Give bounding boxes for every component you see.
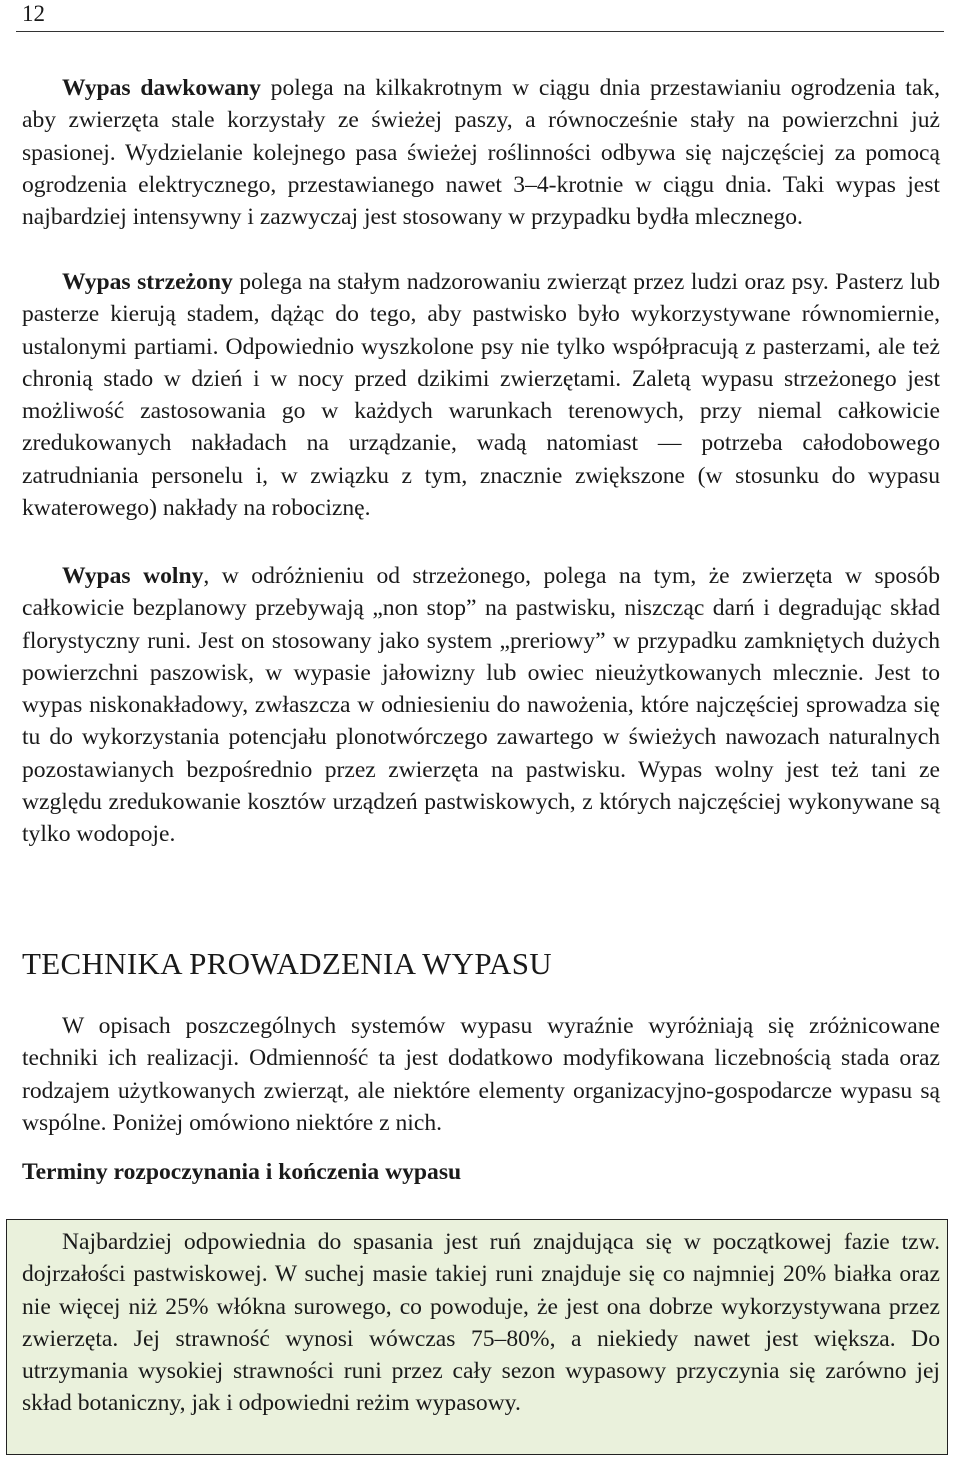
paragraph-wypas-wolny — [22, 560, 940, 851]
page-number: 12 — [22, 1, 45, 26]
paragraph-body: polega na kilkakrotnym w ciągu dnia przestawianiu ogrodzenia tak, aby zwierzęta stale korzystały ze świeżej paszy, a równocześnie stały na powierzchni już spasionej. Wydzielanie kolejnego pasa świeżej roślinności odbywa się najczęściej za pomocą ogrodzenia elektrycznego, przestawianego nawet 3–4-krotnie w ciągu dnia. Taki wypas jest najbardziej intensywny i zazwyczaj jest stosowany w przypadku bydła mlecznego. — [22, 75, 940, 231]
section-intro-paragraph: W opisach poszczególnych systemów wypasu wyraźnie wyróżniają się zróżnicowane techniki ich realizacji. Odmienność ta jest dodatkowo modyfikowana liczebnością stada oraz rodzajem użytkowanych zwierząt, ale niektóre elementy organizacyjno-gospodarcze wypasu są wspólne. Poniżej omówiono niektóre z nich. — [22, 1013, 940, 1136]
paragraph-body: , w odróżnieniu od strzeżonego, polega na tym, że zwierzęta w sposób całkowicie bezplanowy przebywają „non stop” na pastwisku, niszcząc darń i degradując skład florystyczny runi. Jest on stosowany jako system „preriowy” w przypadku zamkniętych dużych powierzchni paszowisk, w wypasie jałowizny lub owiec nieużytkowanych mlecznie. Jest to wypas niskonakładowy, zwłaszcza w odniesieniu do nawożenia, które najczęściej sprowadza się tu do wykorzystania potencjału plonotwórczego zawartego w świeżych nawozach naturalnych pozostawianych bezpośrednio przez zwierzęta na pastwisku. Wypas wolny jest też tani ze względu zredukowanie kosztów urządzeń pastwiskowych, z których najczęściej wykonywane są tylko wodopoje. — [22, 563, 940, 848]
term-wypas-wolny: Wypas wolny — [62, 563, 204, 589]
highlight-box-text: Najbardziej odpowiednia do spasania jest ruń znajdująca się w początkowej fazie tzw. dojrzałości pastwiskowej. W suchej masie takiej runi znajduje się co najmniej 20% białka oraz nie więcej niż 25% włókna surowego, co powoduje, że jest ona dobrze wykorzystywana przez zwierzęta. Jej strawność wynosi wówczas 75–80%, a niekiedy nawet jest większa. Do utrzymania wysokiej strawności runi przez cały sezon wypasowy przyczynia się zarówno jej skład botaniczny, jak i odpowiedni reżim wypasowy. — [22, 1229, 940, 1417]
term-wypas-strzezony: Wypas strzeżony — [62, 269, 233, 295]
paragraph-body: polega na stałym nadzorowaniu zwierząt przez ludzi oraz psy. Pasterz lub pasterze kierują stadem, dążąc do tego, aby pastwisko było wykorzystywane równomiernie, ustalonymi partiami. Odpowiednio wyszkolone psy nie tylko współpracują z pasterzami, ale też chronią stado w dzień i w nocy przed dzikimi zwierzętami. Zaletą wypasu strzeżonego jest możliwość zastosowania go w każdych warunkach terenowych, przy niemal całkowicie zredukowanych nakładach na urządzanie, wadą natomiast — potrzeba całodobowego zatrudniania personelu i, w związku z tym, znacznie zwiększone (w stosunku do wypasu kwaterowego) nakłady na robociznę. — [22, 269, 940, 522]
paragraph-wypas-strzezony — [22, 266, 940, 524]
header-rule — [16, 31, 944, 32]
section-title: TECHNIKA PROWADZENIA WYPASU — [22, 946, 552, 981]
paragraph-wypas-dawkowany — [22, 72, 940, 233]
subsection-title: Terminy rozpoczynania i kończenia wypasu — [22, 1159, 462, 1185]
term-wypas-dawkowany: Wypas dawkowany — [62, 75, 261, 101]
